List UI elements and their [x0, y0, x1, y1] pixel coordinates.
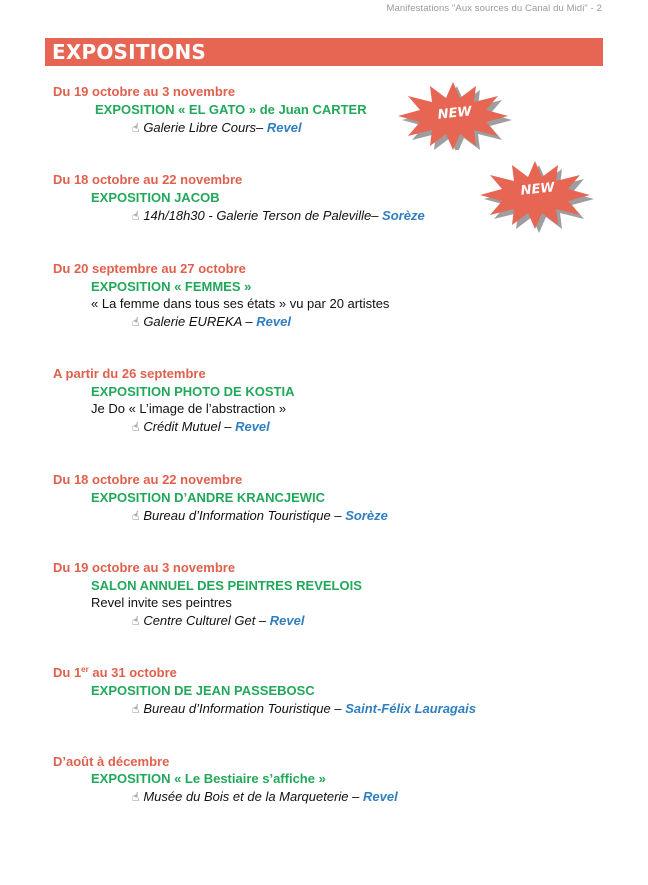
event-venue — [132, 419, 270, 434]
venue-name: Centre Culturel Get – — [143, 613, 270, 628]
pointing-hand-icon: ☝ — [132, 614, 140, 628]
new-badge-label: NEW — [436, 104, 473, 123]
section-title: EXPOSITIONS — [52, 40, 207, 64]
event-title: EXPOSITION « FEMMES » — [91, 279, 252, 294]
event-venue — [132, 208, 425, 223]
pointing-hand-icon: ☝ — [132, 315, 140, 329]
event-title: EXPOSITION « EL GATO » de Juan CARTER — [95, 102, 367, 117]
town-name: Revel — [256, 314, 291, 329]
town-name: Saint-Félix Lauragais — [345, 701, 476, 716]
event-date: D’août à décembre — [53, 754, 170, 769]
event-title: EXPOSITION D’ANDRE KRANCJEWIC — [91, 490, 326, 505]
event-venue — [132, 701, 476, 716]
venue-name: Galerie Libre Cours– — [143, 120, 267, 135]
pointing-hand-icon: ☝ — [132, 509, 140, 523]
town-name: Sorèze — [382, 208, 425, 223]
event-title: EXPOSITION DE JEAN PASSEBOSC — [91, 683, 315, 698]
event-date: Du 20 septembre au 27 octobre — [53, 261, 246, 276]
event-venue — [132, 120, 302, 135]
venue-name: 14h/18h30 - Galerie Terson de Paleville– — [143, 208, 383, 223]
venue-name: Galerie EUREKA – — [143, 314, 257, 329]
event-title: EXPOSITION PHOTO DE KOSTIA — [91, 384, 295, 399]
town-name: Revel — [363, 789, 398, 804]
venue-name: Musée du Bois et de la Marqueterie – — [143, 789, 363, 804]
event-date: Du 1er au 31 octobre — [53, 665, 177, 680]
pointing-hand-icon: ☝ — [132, 702, 140, 716]
event-date: Du 18 octobre au 22 novembre — [53, 472, 243, 487]
pointing-hand-icon: ☝ — [132, 121, 140, 135]
event-title: EXPOSITION JACOB — [91, 190, 220, 205]
event-title: EXPOSITION « Le Bestiaire s’affiche » — [91, 771, 326, 786]
event-venue — [132, 508, 388, 523]
venue-name: Crédit Mutuel – — [143, 419, 236, 434]
event-venue — [132, 789, 398, 804]
event-title: SALON ANNUEL DES PEINTRES REVELOIS — [91, 578, 362, 593]
event-venue — [132, 613, 304, 628]
pointing-hand-icon: ☝ — [132, 420, 140, 434]
event-date: Du 18 octobre au 22 novembre — [53, 172, 243, 187]
event-description: « La femme dans tous ses états » vu par 20 artistes — [91, 296, 390, 311]
event-venue — [132, 314, 291, 329]
pointing-hand-icon: ☝ — [132, 790, 140, 804]
town-name: Revel — [266, 120, 302, 135]
page-header-note: Manifestations "Aux sources du Canal du Midi" - 2 — [386, 3, 602, 14]
town-name: Revel — [235, 419, 270, 434]
event-date: Du 19 octobre au 3 novembre — [53, 560, 236, 575]
town-name: Revel — [269, 613, 305, 628]
venue-name: Bureau d’Information Touristique – — [143, 508, 346, 523]
event-description: Je Do « L’image de l’abstraction » — [91, 401, 287, 416]
pointing-hand-icon: ☝ — [132, 209, 140, 223]
venue-name: Bureau d’Information Touristique – — [143, 701, 346, 716]
town-name: Sorèze — [345, 508, 388, 523]
section-banner — [45, 38, 603, 66]
new-badge-label: NEW — [519, 180, 556, 199]
new-badge-2 — [476, 157, 594, 235]
new-badge-1 — [394, 78, 512, 150]
event-date: Du 19 octobre au 3 novembre — [53, 84, 236, 99]
event-description: Revel invite ses peintres — [91, 595, 232, 610]
event-date: A partir du 26 septembre — [53, 366, 206, 381]
